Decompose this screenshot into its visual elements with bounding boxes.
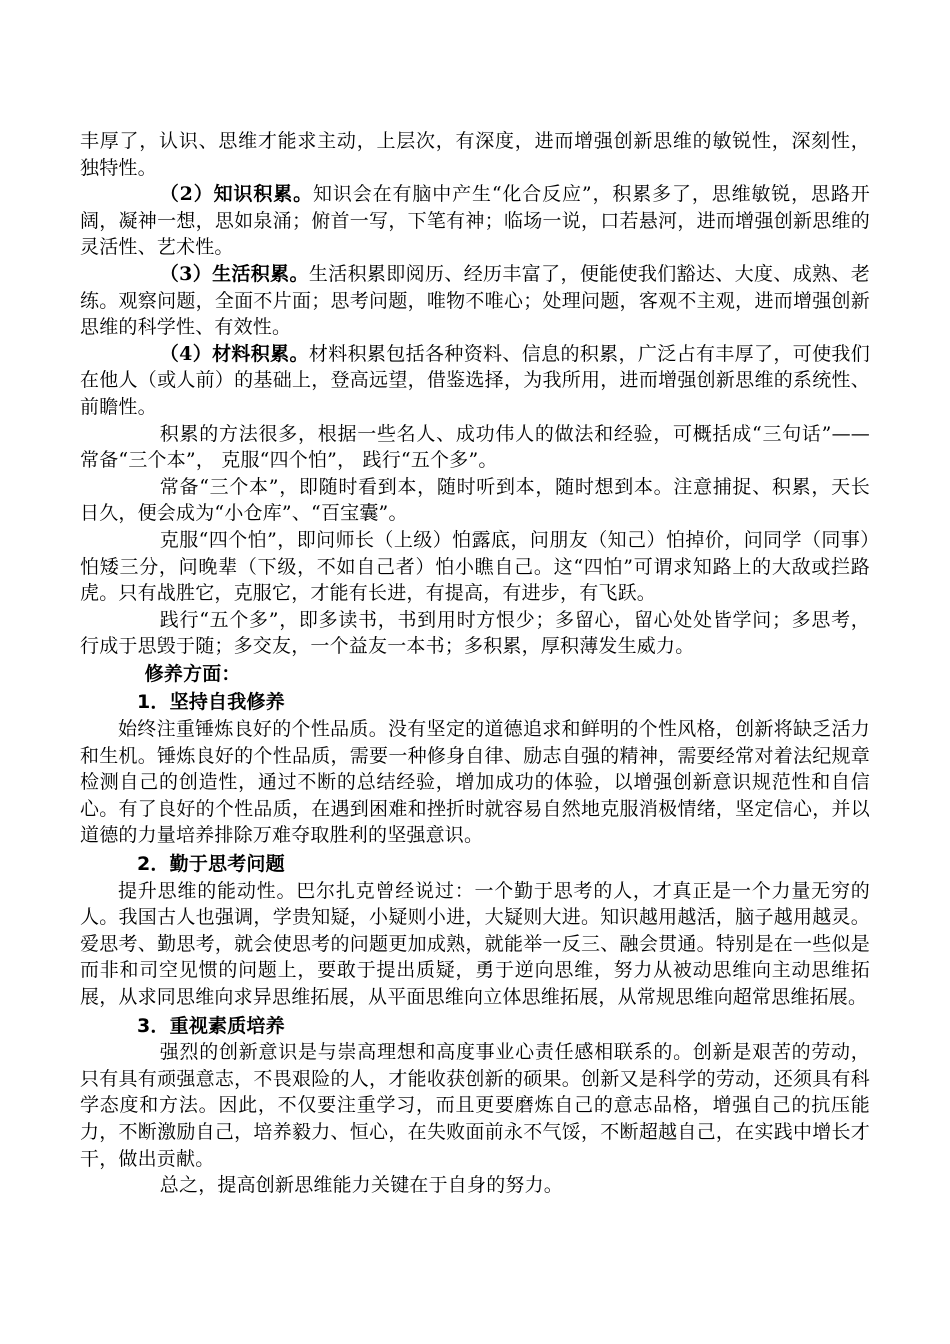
conclusion: 总之，提高创新思维能力关键在于自身的努力。 bbox=[159, 1174, 563, 1197]
document-body bbox=[80, 128, 870, 1199]
item-title-self-cultivation: 1．坚持自我修养 bbox=[137, 691, 285, 714]
item-title-thinking: 2．勤于思考问题 bbox=[137, 853, 285, 876]
item-text-quality: 强烈的创新意识是与崇高理想和高度事业心责任感相联系的。创新是艰苦的劳动，只有具有顽强意志，不畏艰险的人，才能收获创新的硕果。创新又是科学的劳动，还须具有科学态度和方法。因此，不仅要注重学习，而且更要磨炼自己的意志品格，增强自己的抗压能力，不断激励自己，培养毅力、恒心，在失败面前永不气馁，不断超越自己，在实践中增长才干，做出贡献。 bbox=[80, 1041, 870, 1170]
label-material-accumulation: （4）材料积累。 bbox=[159, 342, 309, 365]
paragraph-material-accumulation bbox=[80, 341, 870, 421]
paragraph-methods: 积累的方法很多，根据一些名人、成功伟人的做法和经验，可概括成“三句话”——常备“三个本”， 克服“四个怕”， 践行“五个多”。 bbox=[80, 422, 870, 472]
paragraph-life-accumulation bbox=[80, 261, 870, 341]
label-life-accumulation: （3）生活积累。 bbox=[159, 262, 309, 285]
paragraph-knowledge-accumulation bbox=[80, 181, 870, 261]
paragraph-five-mores: 践行“五个多”，即多读书，书到用时方恨少；多留心，留心处处皆学问；多思考，行成于思毁于随；多交友，一个益友一本书；多积累，厚积薄发生威力。 bbox=[80, 608, 870, 658]
paragraph-continuation: 丰厚了，认识、思维才能求主动，上层次，有深度，进而增强创新思维的敏锐性，深刻性， 独特性。 bbox=[80, 130, 870, 179]
label-knowledge-accumulation: （2）知识积累。 bbox=[159, 183, 313, 206]
item-title-quality: 3．重视素质培养 bbox=[137, 1014, 285, 1037]
item-text-self-cultivation: 始终注重锤炼良好的个性品质。没有坚定的道德追求和鲜明的个性风格，创新将缺乏活力和生机。锤炼良好的个性品质，需要一种修身自律、励志自强的精神，需要经常对着法纪规章检测自己的创造性，通过不断的总结经验，增加成功的体验，以增强创新意识规范性和自信心。有了良好的个性品质，在遇到困难和挫折时就容易自然地克服消极情绪，坚定信心，并以道德的力量培养排除万难夺取胜利的坚强意识。 bbox=[80, 718, 870, 847]
text-knowledge-accumulation: 知识会在有脑中产生“化合反应”，积累多了，思维敏锐，思路开阔，凝神一想，思如泉涌；俯首一写，下笔有神；临场一说，口若悬河，进而增强创新思维的灵活性、艺术性。 bbox=[80, 183, 870, 259]
text-material-accumulation: 材料积累包括各种资料、信息的积累，广泛占有丰厚了，可使我们在他人（或人前）的基础上，登高远望，借鉴选择，为我所用，进而增强创新思维的系统性、前瞻性。 bbox=[80, 342, 870, 418]
section-heading-cultivation: 修养方面： bbox=[144, 662, 241, 685]
text-life-accumulation: 生活积累即阅历、经历丰富了，便能使我们豁达、大度、成熟、老练。观察问题，全面不片面；思考问题，唯物不唯心；处理问题，客观不主观，进而增强创新思维的科学性、有效性。 bbox=[80, 262, 870, 339]
item-text-thinking: 提升思维的能动性。巴尔扎克曾经说过：一个勤于思考的人，才真正是一个力量无穷的人。我国古人也强调，学贵知疑，小疑则小进，大疑则大进。知识越用越活，脑子越用越灵。爱思考、勤思考，就会使思考的问题更加成熟，就能举一反三、融会贯通。特别是在一些似是而非和司空见惯的问题上，要敢于提出质疑，勇于逆向思维，努力从被动思维向主动思维拓展，从求同思维向求异思维拓展，从平面思维向立体思维拓展，从常规思维向超常思维拓展。 bbox=[80, 879, 870, 1008]
paragraph-three-notebooks: 常备“三个本”，即随时看到本，随时听到本，随时想到本。注意捕捉、积累，天长日久，便会成为“小仓库”、“百宝囊”。 bbox=[80, 475, 870, 525]
paragraph-four-fears: 克服“四个怕”，即问师长（上级）怕露底，问朋友（知己）怕掉价，问同学（同事）怕矮三分，问晚辈（下级，不如自己者）怕小瞧自己。这“四怕”可谓求知路上的大敌或拦路虎。只有战胜它，克服它，才能有长进，有提高，有进步，有飞跃。 bbox=[80, 528, 870, 605]
